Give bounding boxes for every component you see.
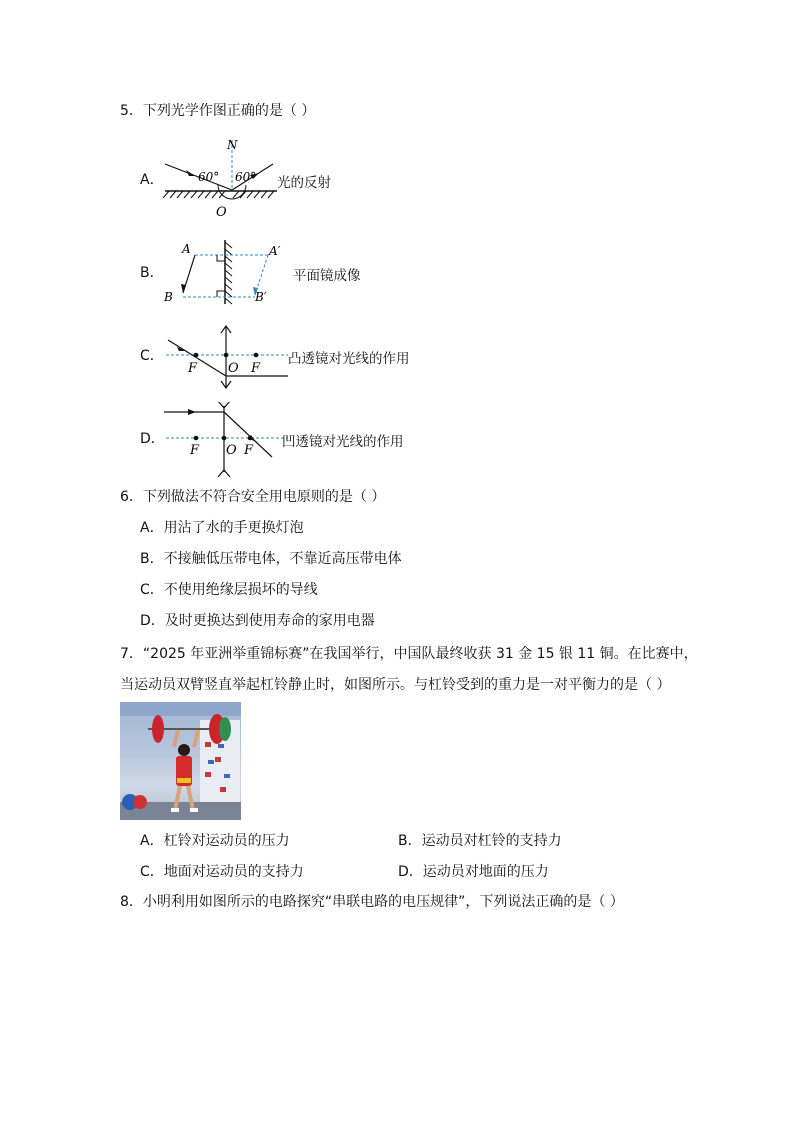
reflection-diagram	[155, 135, 290, 223]
q7-option-d: D．运动员对地面的压力	[398, 864, 549, 880]
label-o: O	[228, 361, 239, 376]
label-f-right: F	[251, 361, 261, 376]
label-f-left: F	[190, 443, 200, 458]
label-a: A	[182, 242, 191, 256]
q5-stem: 5．下列光学作图正确的是（ ）	[120, 103, 316, 119]
weightlifter-photo	[120, 702, 241, 820]
q5-option-b-caption: 平面镜成像	[293, 268, 361, 284]
q5-option-a-caption: 光的反射	[277, 175, 331, 191]
label-o: O	[216, 205, 227, 220]
q7-stem-line2: 当运动员双臂竖直举起杠铃静止时，如图所示。与杠铃受到的重力是一对平衡力的是（ ）	[120, 677, 671, 693]
q7-option-c: C．地面对运动员的支持力	[140, 864, 304, 880]
label-f-left: F	[188, 361, 198, 376]
weightlifter-illustration	[120, 702, 241, 820]
q6-option-a: A．用沾了水的手更换灯泡	[140, 520, 304, 536]
q6-option-b: B．不接触低压带电体，不靠近高压带电体	[140, 551, 402, 567]
plane-mirror-diagram	[158, 236, 288, 308]
q5-option-c-letter: C．	[140, 348, 164, 364]
q5-option-b-letter: B．	[140, 265, 164, 281]
q7-stem-line1: 7．“2025 年亚洲举重锦标赛”在我国举行，中国队最终收获 31 金 15 银 11 铜。在比赛中，	[120, 646, 698, 662]
label-angle-left: 60°	[198, 170, 220, 184]
label-a-prime: A′	[269, 244, 281, 258]
q7-option-a: A．杠铃对运动员的压力	[140, 833, 290, 849]
q5-option-d-letter: D．	[140, 431, 165, 447]
label-n: N	[227, 138, 238, 152]
q6-stem: 6．下列做法不符合安全用电原则的是（ ）	[120, 489, 386, 505]
convex-lens-diagram	[160, 322, 290, 394]
q8-stem: 8．小明利用如图所示的电路探究“串联电路的电压规律”，下列说法正确的是（ ）	[120, 894, 624, 910]
q5-option-a-letter: A．	[140, 172, 164, 188]
q6-option-c: C．不使用绝缘层损坏的导线	[140, 582, 318, 598]
label-f-right: F	[244, 443, 254, 458]
label-o: O	[226, 443, 237, 458]
label-angle-right: 60°	[235, 170, 257, 184]
label-b: B	[164, 290, 173, 304]
label-b-prime: B′	[255, 290, 267, 304]
concave-lens-diagram	[160, 402, 290, 477]
q7-option-b: B．运动员对杠铃的支持力	[398, 833, 562, 849]
q5-option-d-caption: 凹透镜对光线的作用	[282, 434, 404, 450]
q6-option-d: D．及时更换达到使用寿命的家用电器	[140, 613, 375, 629]
q5-option-c-caption: 凸透镜对光线的作用	[288, 351, 410, 367]
